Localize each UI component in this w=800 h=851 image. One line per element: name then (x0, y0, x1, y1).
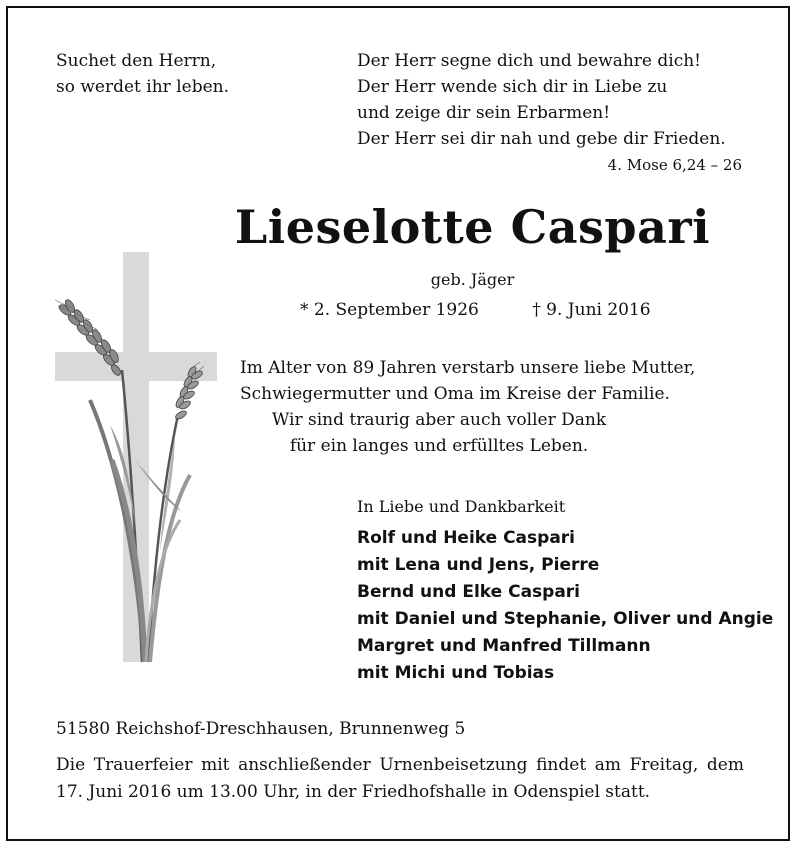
obituary-message (240, 355, 696, 459)
message-line: Im Alter von 89 Jahren verstarb unsere liebe Mutter, (240, 358, 696, 378)
address: 51580 Reichshof-Dreschhausen, Brunnenweg 5 (56, 719, 466, 739)
birth-name: geb. Jäger (430, 270, 515, 289)
family-list (357, 525, 773, 687)
verse-reference: 4. Mose 6,24 – 26 (607, 156, 742, 174)
birth-date: * 2. September 1926 (300, 300, 479, 320)
verse-left-line: Suchet den Herrn, (56, 51, 217, 71)
family-line: Rolf und Heike Caspari (357, 528, 576, 548)
funeral-notice (56, 752, 744, 806)
verse-left-line: so werdet ihr leben. (56, 77, 229, 97)
death-date: † 9. Juni 2016 (532, 300, 651, 320)
deceased-name: Lieselotte Caspari (234, 200, 711, 254)
blessing-line: Der Herr sei dir nah und gebe dir Frieden. (357, 129, 726, 149)
blessing-line: Der Herr segne dich und bewahre dich! (357, 51, 702, 71)
notice-line: 17. Juni 2016 um 13.00 Uhr, in der Friedhofshalle in Odenspiel statt. (56, 782, 651, 802)
family-line: mit Michi und Tobias (357, 663, 555, 683)
message-line: Wir sind traurig aber auch voller Dank (271, 410, 607, 430)
message-line: Schwiegermutter und Oma im Kreise der Familie. (240, 384, 670, 404)
blessing-line: Der Herr wende sich dir in Liebe zu (357, 77, 668, 97)
family-line: mit Daniel und Stephanie, Oliver und Angie (357, 609, 774, 629)
blessing-line: und zeige dir sein Erbarmen! (357, 103, 611, 123)
message-line: für ein langes und erfülltes Leben. (289, 436, 589, 456)
family-line: mit Lena und Jens, Pierre (357, 555, 600, 575)
family-line: Margret und Manfred Tillmann (357, 636, 651, 656)
notice-line: Die Trauerfeier mit anschließender Urnenbeisetzung findet am Freitag, dem (56, 755, 744, 775)
life-dates (300, 300, 699, 320)
cross-wheat-icon (50, 250, 225, 665)
verse-left (56, 48, 229, 100)
closing-phrase: In Liebe und Dankbarkeit (357, 497, 566, 516)
blessing-verse (357, 48, 726, 152)
family-line: Bernd und Elke Caspari (357, 582, 581, 602)
